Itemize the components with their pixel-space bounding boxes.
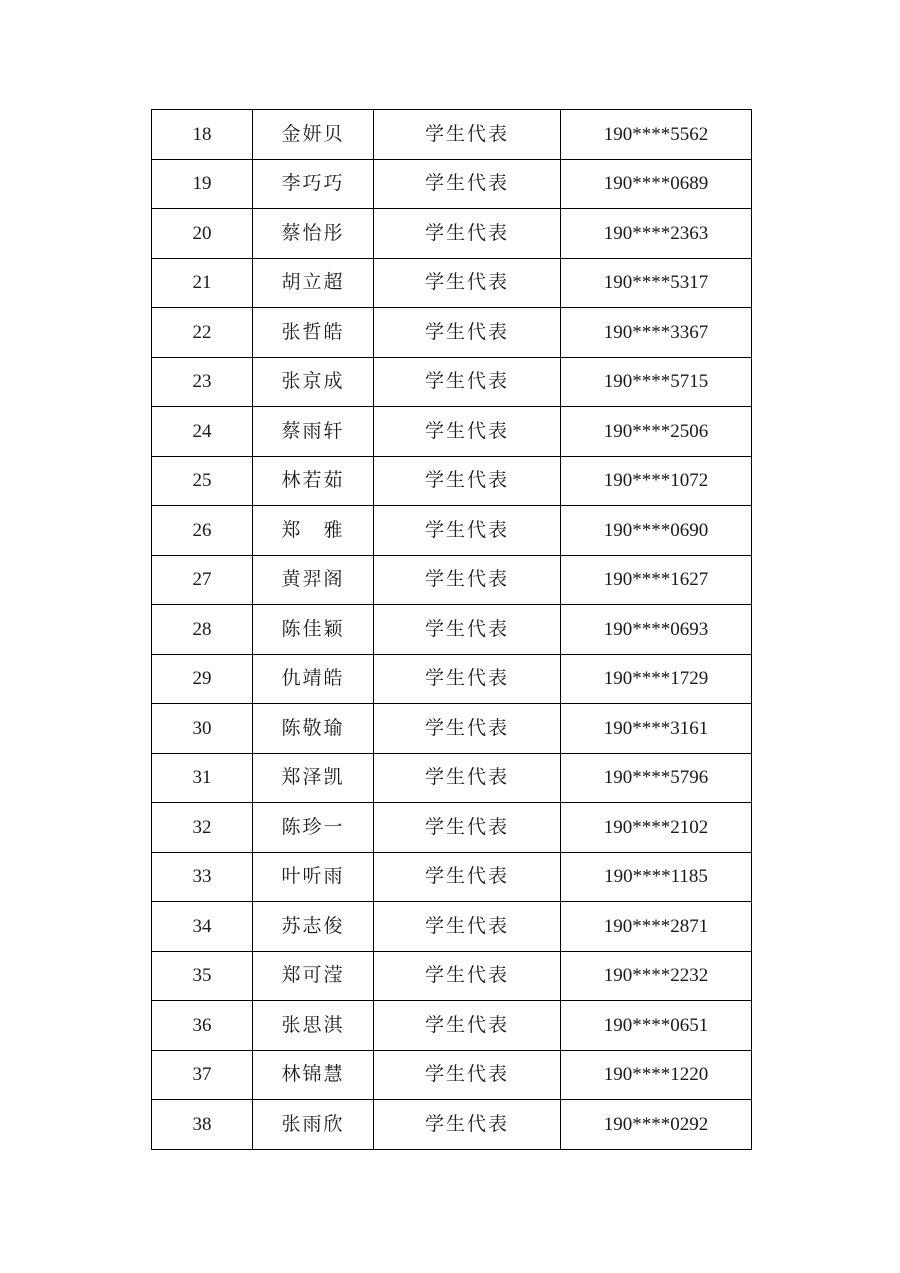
row-number-cell: 25 <box>152 456 253 506</box>
role-cell: 学生代表 <box>374 753 561 803</box>
name-cell: 林锦慧 <box>253 1050 374 1100</box>
phone-cell: 190****0693 <box>561 605 752 655</box>
row-number-cell: 27 <box>152 555 253 605</box>
name-cell: 蔡怡彤 <box>253 209 374 259</box>
row-number-cell: 32 <box>152 803 253 853</box>
table-row <box>152 258 752 308</box>
role-cell: 学生代表 <box>374 852 561 902</box>
row-number-cell: 24 <box>152 407 253 457</box>
phone-cell: 190****5317 <box>561 258 752 308</box>
name-cell: 蔡雨轩 <box>253 407 374 457</box>
row-number-cell: 18 <box>152 110 253 160</box>
phone-cell: 190****0292 <box>561 1100 752 1150</box>
phone-cell: 190****2871 <box>561 902 752 952</box>
table-row <box>152 407 752 457</box>
name-cell: 林若茹 <box>253 456 374 506</box>
name-cell: 胡立超 <box>253 258 374 308</box>
row-number-cell: 33 <box>152 852 253 902</box>
table-row <box>152 605 752 655</box>
table-row <box>152 951 752 1001</box>
role-cell: 学生代表 <box>374 951 561 1001</box>
row-number-cell: 37 <box>152 1050 253 1100</box>
phone-cell: 190****1729 <box>561 654 752 704</box>
role-cell: 学生代表 <box>374 407 561 457</box>
role-cell: 学生代表 <box>374 258 561 308</box>
role-cell: 学生代表 <box>374 456 561 506</box>
table-row <box>152 753 752 803</box>
name-cell: 张哲皓 <box>253 308 374 358</box>
phone-cell: 190****1627 <box>561 555 752 605</box>
name-cell: 陈佳颖 <box>253 605 374 655</box>
phone-cell: 190****5562 <box>561 110 752 160</box>
table-row <box>152 704 752 754</box>
row-number-cell: 35 <box>152 951 253 1001</box>
phone-cell: 190****1072 <box>561 456 752 506</box>
role-cell: 学生代表 <box>374 902 561 952</box>
phone-cell: 190****0689 <box>561 159 752 209</box>
role-cell: 学生代表 <box>374 159 561 209</box>
name-cell: 郑 雅 <box>253 506 374 556</box>
table-row <box>152 555 752 605</box>
table-row <box>152 456 752 506</box>
table-row <box>152 110 752 160</box>
row-number-cell: 23 <box>152 357 253 407</box>
role-cell: 学生代表 <box>374 1001 561 1051</box>
table-row <box>152 1050 752 1100</box>
row-number-cell: 22 <box>152 308 253 358</box>
row-number-cell: 28 <box>152 605 253 655</box>
table-row <box>152 357 752 407</box>
table-row <box>152 902 752 952</box>
table-row <box>152 654 752 704</box>
name-cell: 仇靖皓 <box>253 654 374 704</box>
name-cell: 李巧巧 <box>253 159 374 209</box>
role-cell: 学生代表 <box>374 308 561 358</box>
role-cell: 学生代表 <box>374 209 561 259</box>
row-number-cell: 20 <box>152 209 253 259</box>
name-cell: 陈珍一 <box>253 803 374 853</box>
role-cell: 学生代表 <box>374 1100 561 1150</box>
name-cell: 苏志俊 <box>253 902 374 952</box>
row-number-cell: 36 <box>152 1001 253 1051</box>
phone-cell: 190****5796 <box>561 753 752 803</box>
table-row <box>152 159 752 209</box>
name-cell: 郑泽凯 <box>253 753 374 803</box>
table-row <box>152 1100 752 1150</box>
row-number-cell: 38 <box>152 1100 253 1150</box>
role-cell: 学生代表 <box>374 704 561 754</box>
table-row <box>152 506 752 556</box>
row-number-cell: 26 <box>152 506 253 556</box>
table-row <box>152 1001 752 1051</box>
phone-cell: 190****3367 <box>561 308 752 358</box>
phone-cell: 190****0651 <box>561 1001 752 1051</box>
name-cell: 张京成 <box>253 357 374 407</box>
role-cell: 学生代表 <box>374 506 561 556</box>
table-row <box>152 852 752 902</box>
table-row <box>152 209 752 259</box>
phone-cell: 190****2363 <box>561 209 752 259</box>
role-cell: 学生代表 <box>374 1050 561 1100</box>
role-cell: 学生代表 <box>374 605 561 655</box>
phone-cell: 190****2102 <box>561 803 752 853</box>
role-cell: 学生代表 <box>374 803 561 853</box>
name-cell: 郑可滢 <box>253 951 374 1001</box>
name-cell: 张雨欣 <box>253 1100 374 1150</box>
row-number-cell: 29 <box>152 654 253 704</box>
phone-cell: 190****1220 <box>561 1050 752 1100</box>
phone-cell: 190****1185 <box>561 852 752 902</box>
phone-cell: 190****0690 <box>561 506 752 556</box>
role-cell: 学生代表 <box>374 555 561 605</box>
table-row <box>152 308 752 358</box>
row-number-cell: 30 <box>152 704 253 754</box>
name-cell: 黄羿阁 <box>253 555 374 605</box>
name-cell: 叶听雨 <box>253 852 374 902</box>
name-cell: 金妍贝 <box>253 110 374 160</box>
row-number-cell: 19 <box>152 159 253 209</box>
table-row <box>152 803 752 853</box>
row-number-cell: 31 <box>152 753 253 803</box>
role-cell: 学生代表 <box>374 654 561 704</box>
row-number-cell: 34 <box>152 902 253 952</box>
phone-cell: 190****2506 <box>561 407 752 457</box>
phone-cell: 190****5715 <box>561 357 752 407</box>
role-cell: 学生代表 <box>374 110 561 160</box>
role-cell: 学生代表 <box>374 357 561 407</box>
phone-cell: 190****3161 <box>561 704 752 754</box>
name-cell: 张思淇 <box>253 1001 374 1051</box>
row-number-cell: 21 <box>152 258 253 308</box>
roster-table <box>151 109 752 1150</box>
roster-table-body <box>152 110 752 1150</box>
name-cell: 陈敬瑜 <box>253 704 374 754</box>
phone-cell: 190****2232 <box>561 951 752 1001</box>
